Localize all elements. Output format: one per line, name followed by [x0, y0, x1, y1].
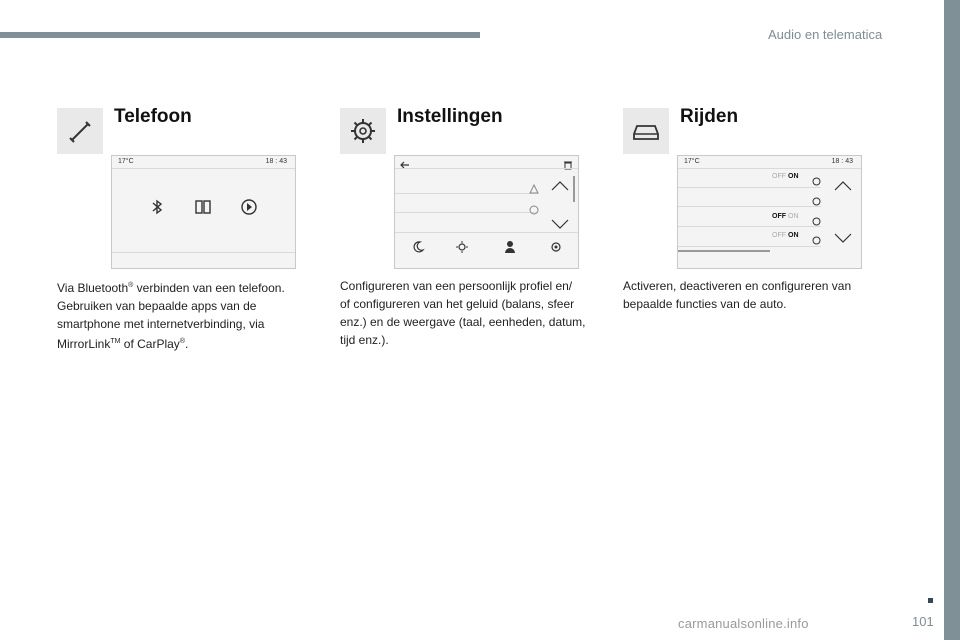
- section-heading: Rijden: [680, 106, 739, 127]
- bluetooth-icon[interactable]: [148, 198, 166, 221]
- list-divider: [678, 226, 821, 227]
- scrollbar[interactable]: [573, 176, 575, 202]
- desc-text: MirrorLink: [57, 337, 111, 351]
- settings-screen: [394, 155, 579, 269]
- info-icon: [529, 202, 539, 220]
- temperature-readout: 17°C: [684, 158, 700, 165]
- section-description: [623, 277, 873, 313]
- toggle-off-label[interactable]: OFF: [772, 213, 786, 220]
- section-heading: Instellingen: [397, 106, 503, 127]
- clock-readout: 18 : 43: [265, 158, 287, 165]
- section-description: [57, 277, 307, 353]
- warning-icon: [529, 181, 539, 199]
- desc-text: tijd enz.).: [340, 333, 389, 347]
- info-icon[interactable]: [812, 213, 821, 231]
- list-divider: [678, 246, 821, 247]
- toggle-off-label[interactable]: OFF: [772, 173, 786, 180]
- section-heading: Telefoon: [114, 106, 192, 127]
- header-bar: [0, 32, 480, 38]
- gear-icon: [340, 108, 386, 154]
- system-settings-icon[interactable]: [549, 240, 563, 259]
- divider: [112, 252, 295, 253]
- trash-icon[interactable]: [563, 157, 573, 175]
- divider: [395, 168, 578, 169]
- page-number: 101: [912, 614, 934, 629]
- desc-text: .: [184, 337, 189, 351]
- brightness-icon[interactable]: [455, 240, 473, 259]
- desc-text: Gebruiken van bepaalde apps van de: [57, 299, 257, 313]
- car-icon: [623, 108, 669, 154]
- temperature-readout: 17°C: [118, 158, 134, 165]
- section-description: [340, 277, 590, 349]
- info-icon[interactable]: [812, 193, 821, 211]
- profile-icon[interactable]: [503, 240, 517, 259]
- desc-text: smartphone met internetverbinding, via: [57, 317, 265, 331]
- desc-text: of configureren van het geluid (balans, sfeer: [340, 297, 575, 311]
- desc-text: bepaalde functies van de auto.: [623, 297, 787, 311]
- divider: [678, 168, 861, 169]
- info-icon[interactable]: [812, 173, 821, 191]
- desc-text: Configureren van een persoonlijk profiel en/: [340, 279, 573, 293]
- list-divider: [678, 187, 821, 188]
- desc-text: of CarPlay: [120, 337, 180, 351]
- back-arrow-icon[interactable]: [399, 157, 411, 175]
- night-mode-icon[interactable]: [411, 240, 425, 259]
- phone-apps-icon[interactable]: [194, 198, 212, 221]
- phone-handset-icon: [57, 108, 103, 154]
- registered-mark: ®: [179, 338, 185, 345]
- list-divider: [395, 212, 538, 213]
- carplay-icon[interactable]: [240, 198, 258, 221]
- section-title: Audio en telematica: [768, 27, 883, 42]
- page-marker: [928, 598, 933, 603]
- toggle-on-label[interactable]: ON: [788, 232, 799, 239]
- toggle-off-label[interactable]: OFF: [772, 232, 786, 239]
- toggle-on-label[interactable]: ON: [788, 213, 799, 220]
- chevron-down-icon[interactable]: [551, 216, 569, 234]
- list-divider: [395, 193, 538, 194]
- desc-text: enz.) en de weergave (taal, eenheden, datum,: [340, 315, 586, 329]
- scroll-indicator: [678, 250, 770, 252]
- clock-readout: 18 : 43: [831, 158, 853, 165]
- phone-screen: [111, 155, 296, 269]
- divider: [112, 168, 295, 169]
- chevron-up-icon[interactable]: [551, 178, 569, 196]
- chevron-down-icon[interactable]: [834, 230, 852, 248]
- desc-text: Activeren, deactiveren en configureren van: [623, 279, 852, 293]
- trademark-mark: TM: [110, 338, 121, 345]
- desc-text: verbinden van een telefoon.: [133, 281, 285, 295]
- watermark-text: carmanualsonline.info: [678, 616, 809, 631]
- list-divider: [678, 206, 821, 207]
- chevron-up-icon[interactable]: [834, 178, 852, 196]
- registered-mark: ®: [128, 282, 134, 289]
- desc-text: Via Bluetooth: [57, 281, 129, 295]
- side-strip: [944, 0, 960, 640]
- toggle-on-label[interactable]: ON: [788, 173, 799, 180]
- driving-screen: [677, 155, 862, 269]
- info-icon[interactable]: [812, 232, 821, 250]
